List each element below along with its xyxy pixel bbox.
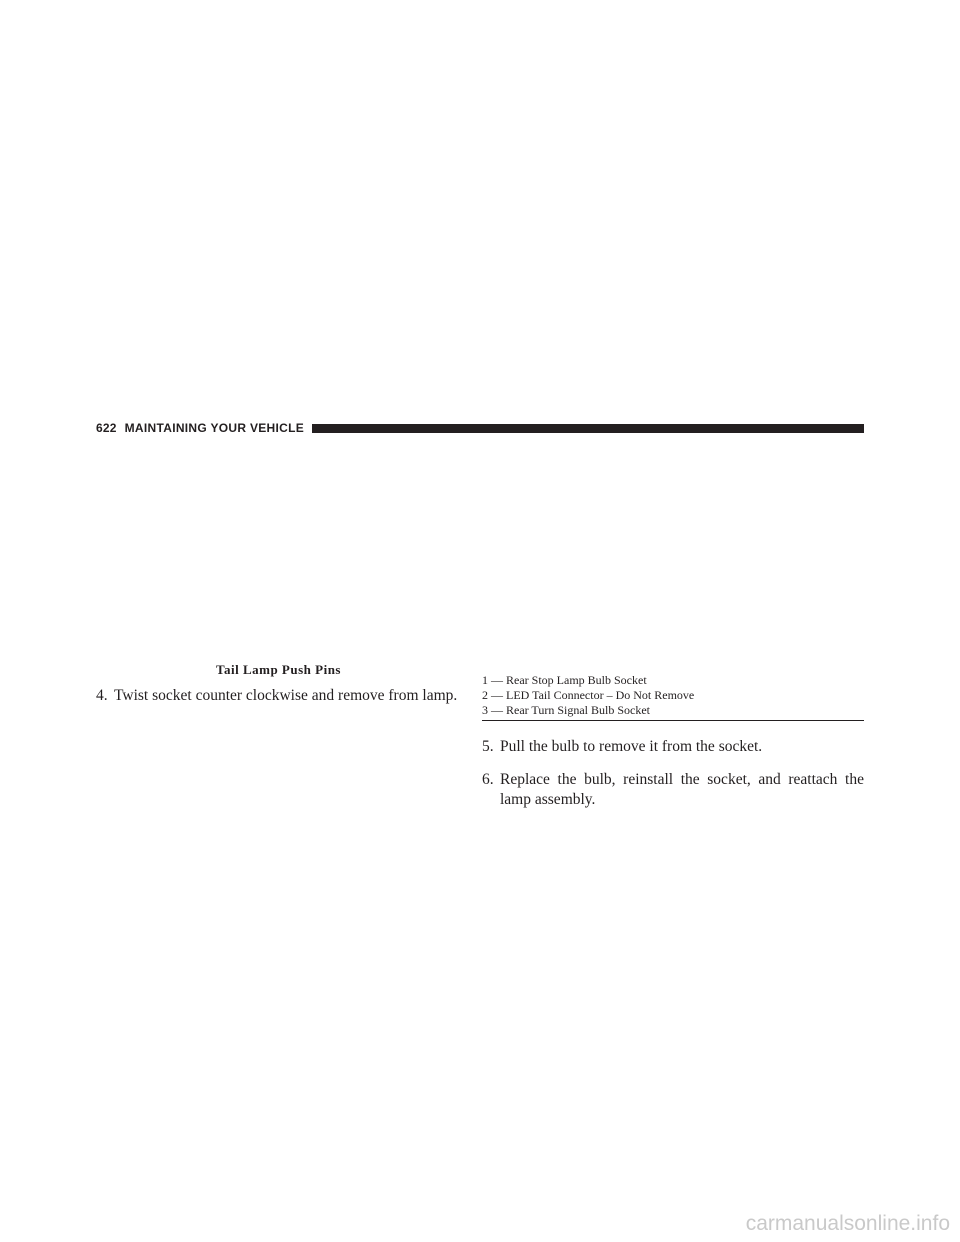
step-6 [482, 770, 864, 810]
step-4 [96, 686, 472, 706]
section-title: MAINTAINING YOUR VEHICLE [124, 421, 305, 435]
legend-item: 1 — Rear Stop Lamp Bulb Socket [482, 673, 647, 687]
step-text: Twist socket counter clockwise and remove from lamp. [114, 687, 458, 704]
step-number: 4. [96, 687, 108, 704]
legend-item: 2 — LED Tail Connector – Do Not Remove [482, 688, 695, 702]
figure-legend [482, 673, 864, 721]
step-text: Pull the bulb to remove it from the socket. [500, 738, 763, 755]
step-number: 6. [482, 771, 494, 788]
step-number: 5. [482, 738, 494, 755]
legend-item: 3 — Rear Turn Signal Bulb Socket [482, 703, 651, 717]
header-rule [312, 424, 864, 433]
step-text: Replace the bulb, reinstall the socket, and reattach the lamp assembly. [500, 771, 864, 808]
watermark: carmanualsonline.info [745, 1212, 950, 1235]
page-number: 622 [96, 421, 117, 435]
figure-caption: Tail Lamp Push Pins [216, 662, 341, 677]
step-5 [482, 737, 864, 757]
page-header [96, 419, 864, 437]
